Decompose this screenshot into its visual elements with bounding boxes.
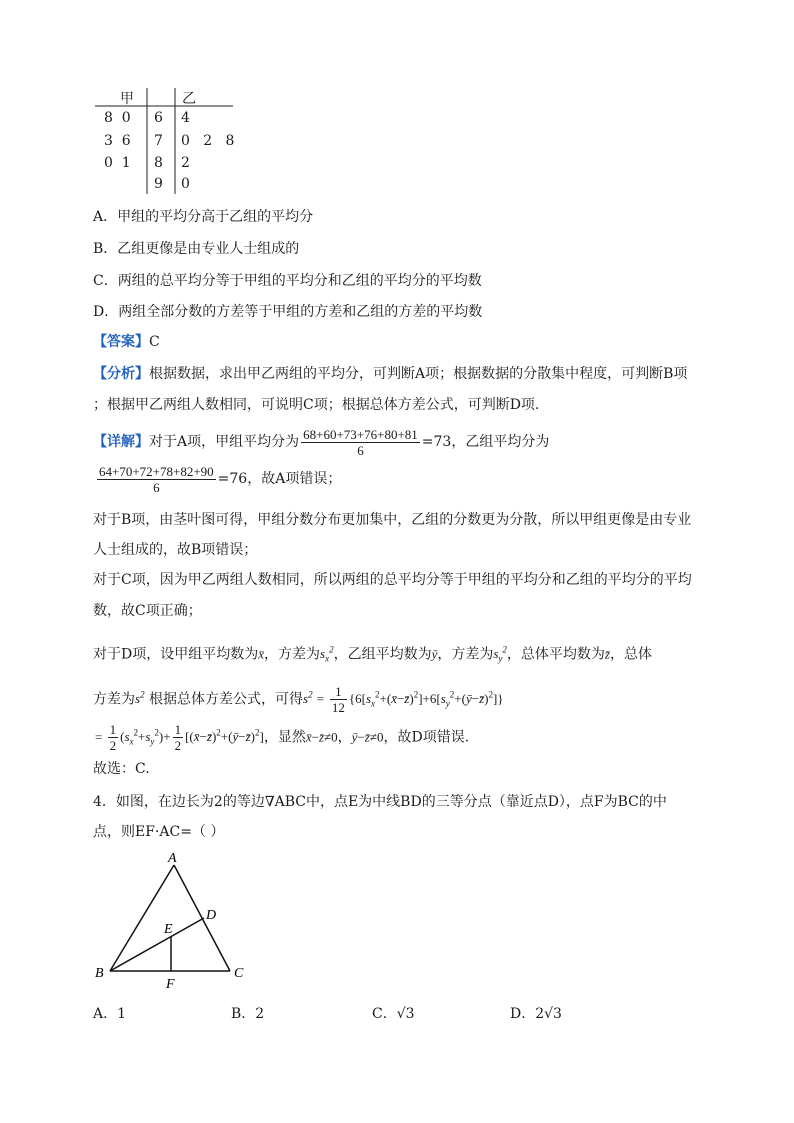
point-label-e: E xyxy=(164,922,173,937)
stem-value: 6 xyxy=(154,110,163,126)
detail-line-5: 对于C项，因为甲乙两组人数相同，所以两组的总平均分等于甲组的平均分和乙组的平均分的平均 xyxy=(93,572,692,588)
q4-option-a: A．1 xyxy=(93,1006,127,1022)
stem-value: 9 xyxy=(154,176,163,192)
triangle-figure xyxy=(90,845,260,990)
q4-option-b: B．2 xyxy=(231,1006,265,1022)
answer-value: C xyxy=(149,334,160,350)
vertex-label-c: C xyxy=(234,966,244,981)
answer-line xyxy=(93,332,160,352)
q4-option-d: D．2√3 xyxy=(510,1006,562,1022)
option-d: D．两组全部分数的方差等于甲组的方差和乙组的方差的平均数 xyxy=(93,304,483,320)
q4-line-1: 4．如图，在边长为2的等边∇ABC中，点E为中线BD的三等分点（靠近点D），点F为BC的中 xyxy=(93,794,667,810)
detail-line-3: 对于B项，由茎叶图可得，甲组分数分布更加集中，乙组的分数更为分散，所以甲组更像是由专业 xyxy=(93,512,692,528)
analysis-tag: 【分析】 xyxy=(93,366,149,382)
side-ab xyxy=(110,865,174,971)
detail-line-2: $\frac{64+70+72+78+82+90}{6}$ =76，故A项错误； xyxy=(99,463,342,495)
leaf-right: 4 xyxy=(181,110,190,126)
stem-value: 8 xyxy=(154,155,163,171)
leaf-left: 3 6 xyxy=(104,133,131,149)
answer-tag: 【答案】 xyxy=(93,334,149,350)
option-c: C．两组的总平均分等于甲组的平均分和乙组的平均分的平均数 xyxy=(93,273,482,289)
detail-tag: 【详解】 xyxy=(93,434,149,450)
leaf-left: 0 1 xyxy=(104,155,131,171)
leaf-left: 8 0 xyxy=(104,110,131,126)
stem-value: 7 xyxy=(154,133,163,149)
analysis-line-2: ；根据甲乙两组人数相同，可说明C项；根据总体方差公式，可判断D项. xyxy=(93,397,540,413)
option-a: A．甲组的平均分高于乙组的平均分 xyxy=(93,209,314,225)
detail-line-9: = $\frac{1}{2}$ $(s_x^2+s_y^2)+$ $\frac{1}{2}$ [(x̄−z̄)$^2$+(ȳ−z̄)$^2$]，显然x̄−z̄≠0，ȳ−z̄≠0，故D项错误. xyxy=(95,721,470,753)
point-label-f: F xyxy=(166,977,175,990)
conclusion: 故选：C. xyxy=(93,761,150,777)
detail-line-4: 人士组成的，故B项错误； xyxy=(93,542,258,558)
detail-line-7: 对于D项，设甲组平均数为x̄，方差为$s_x^2$，乙组平均数为ȳ，方差为$s_y^2$，总体平均数为z̄，总体 xyxy=(93,645,652,664)
fraction-jia-mean: $\frac{68+60+73+76+80+81}{6}$ xyxy=(303,426,418,458)
leaf-right: 0 2 8 xyxy=(181,133,235,149)
leaf-right: 0 xyxy=(181,176,190,192)
vertex-label-a: A xyxy=(168,851,177,866)
header-yi: 乙 xyxy=(182,91,196,107)
analysis-line-1: 【分析】根据数据，求出甲乙两组的平均分，可判断A项；根据数据的分散集中程度，可判断B项 xyxy=(93,366,688,382)
point-label-d: D xyxy=(206,908,217,923)
q4-option-c: C．√3 xyxy=(372,1006,415,1022)
fraction-yi-mean: $\frac{64+70+72+78+82+90}{6}$ xyxy=(99,463,214,495)
header-jia: 甲 xyxy=(120,91,134,107)
detail-line-8: 方差为$s^2$ 根据总体方差公式，可得$s^2$ = $\frac{1}{12}$ $\{6[s_x^2+(x̄-z̄)^2]+6[s_y^2+(ȳ-z̄)^2]\}$ xyxy=(93,683,504,715)
q4-line-2: 点，则EF·AC=（ ） xyxy=(93,824,225,840)
leaf-right: 2 xyxy=(181,155,190,171)
detail-line-1: 【详解】对于A项，甲组平均分为 $\frac{68+60+73+76+80+81}{6}$ =73，乙组平均分为 xyxy=(93,426,550,458)
detail-line-6: 数，故C项正确； xyxy=(93,603,202,619)
median-bd xyxy=(110,918,204,971)
vertex-label-b: B xyxy=(95,966,104,981)
side-ac xyxy=(174,865,230,971)
option-b: B．乙组更像是由专业人士组成的 xyxy=(93,241,300,257)
